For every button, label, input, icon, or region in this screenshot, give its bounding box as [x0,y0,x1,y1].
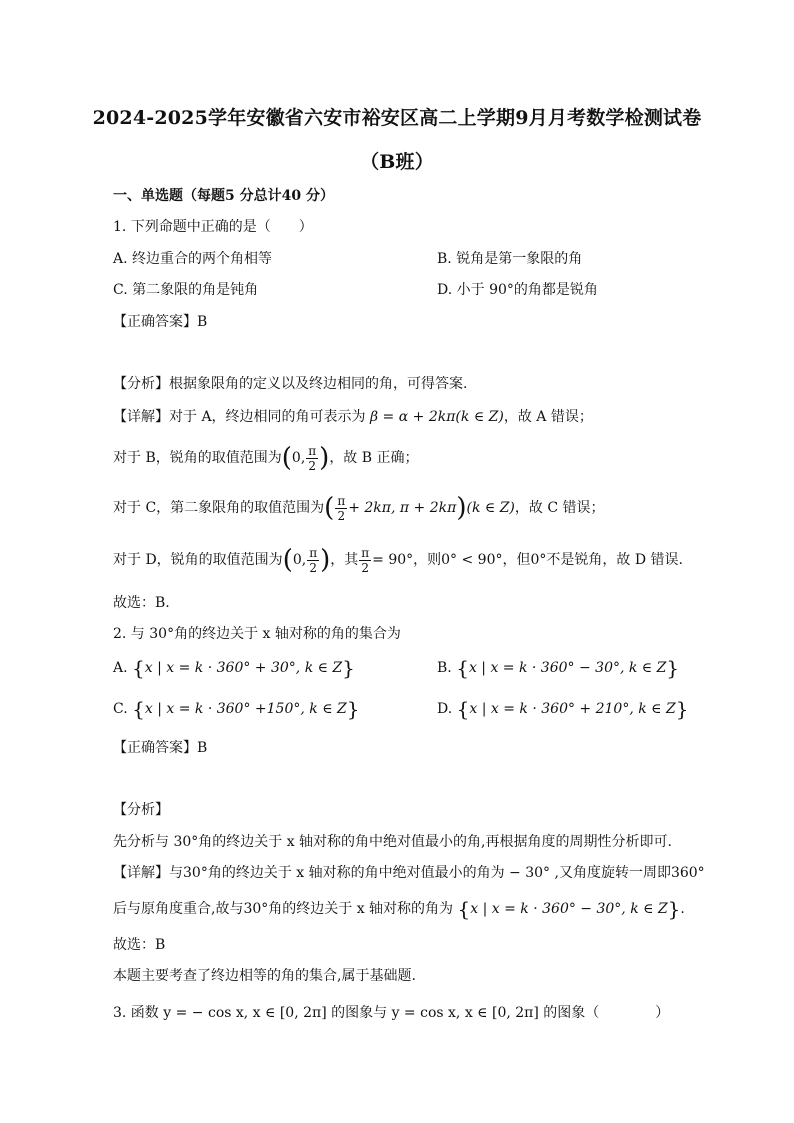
q1-detail-d-mid: ，其 [330,552,359,568]
q1-detail-b-end: ，故 B 正确； [329,450,419,466]
q1-detail-d-end: ，则0° < 90°，但0°不是锐角，故 D 错误. [413,552,683,568]
q1-answer: 【正确答案】B [113,314,208,330]
q1-range-c: + 2kπ, π + 2kπ [348,500,457,516]
q2-analysis: 先分析与 30°角的终边关于 x 轴对称的角中绝对值最小的角,再根据角度的周期性分析即可. [113,834,672,850]
q1-beta-expression: β = α + 2kπ(k ∈ Z) [370,409,504,425]
q1-zero: 0, [291,450,306,466]
document-title: 2024-2025学年安徽省六安市裕安区高二上学期9月月考数学检测试卷 [92,107,702,129]
q2-answer: 【正确答案】B [113,740,208,756]
q2-detail-line1: 【详解】与30°角的终边关于 x 轴对称的角中绝对值最小的角为 − 30° ,又角度旋转一周即360° [113,865,705,881]
q1-option-c: C. 第二象限的角是钝角 [113,282,259,298]
q1-detail-a [113,406,593,426]
pi-over-two: $\frac{\pi}{2}$ [361,545,370,575]
pi-over-two: $\frac{\pi}{2}$ [309,545,318,575]
q1-detail-c-text: 对于 C，第二象限角的取值范围为 [113,500,325,516]
q1-option-a: A. 终边重合的两个角相等 [113,251,273,267]
pi-over-two: $\frac{\pi}{2}$ [337,493,346,523]
q1-detail-b-text: 对于 B，锐角的取值范围为 [113,450,282,466]
q1-detail-a-text: 【详解】对于 A，终边相同的角可表示为 [113,409,371,425]
document-subtitle: （B班） [360,151,434,173]
q1-detail-d-text: 对于 D，锐角的取值范围为 [113,552,283,568]
q1-eq-90: = 90° [372,552,414,568]
q1-detail-c: 对于 C，第二象限角的取值范围为( $\frac{\pi}{2}$ + 2kπ, π + 2kπ)(k ∈ Z)，故 C 错误； [113,493,605,523]
q1-detail-b: 对于 B，锐角的取值范围为(0, $\frac{\pi}{2}$ )，故 B 正确； [113,443,419,473]
q1-range-c-k: (k ∈ Z) [466,500,515,516]
q2-choose: 故选：B [113,937,166,953]
q2-option-d: D. {x | x = k · 360° + 210°, k ∈ Z} [437,697,689,721]
q1-detail-a-end: ，故 A 错误； [503,409,593,425]
q2-option-c: C. {x | x = k · 360° +150°, k ∈ Z} [113,697,360,721]
q1-option-d: D. 小于 90°的角都是锐角 [437,282,598,298]
q2-option-a: A. {x | x = k · 360° + 30°, k ∈ Z} [113,656,355,680]
q3-stem: 3. 函数 y = − cos x, x ∈ [0, 2π] 的图象与 y = cos x, x ∈ [0, 2π] 的图象（ ） [113,1005,670,1021]
q2-detail-line2: 后与原角度重合,故与30°角的终边关于 x 轴对称的角为 {x | x = k · 360° − 30°, k ∈ Z}. [113,897,685,921]
q1-analysis: 【分析】根据象限角的定义以及终边相同的角，可得答案. [113,376,468,392]
q1-detail-c-end: ，故 C 错误； [514,500,605,516]
q2-analysis-head: 【分析】 [113,802,169,818]
q1-option-b: B. 锐角是第一象限的角 [437,251,583,267]
q1-choose: 故选：B. [113,595,170,611]
q2-option-b: B. {x | x = k · 360° − 30°, k ∈ Z} [437,656,680,680]
q2-stem: 2. 与 30°角的终边关于 x 轴对称的角的集合为 [113,626,401,642]
q2-note: 本题主要考查了终边相等的角的集合,属于基础题. [113,968,416,984]
q1-detail-d: 对于 D，锐角的取值范围为(0, $\frac{\pi}{2}$ )，其 $\frac{\pi}{2}$ = 90°，则0° < 90°，但0°不是锐角，故 D 错误. [113,545,683,575]
section-heading: 一、单选题（每题5 分总计40 分） [113,188,334,204]
q1-stem: 1. 下列命题中正确的是（ ） [113,219,313,235]
pi-over-two: $\frac{\pi}{2}$ [308,443,317,473]
